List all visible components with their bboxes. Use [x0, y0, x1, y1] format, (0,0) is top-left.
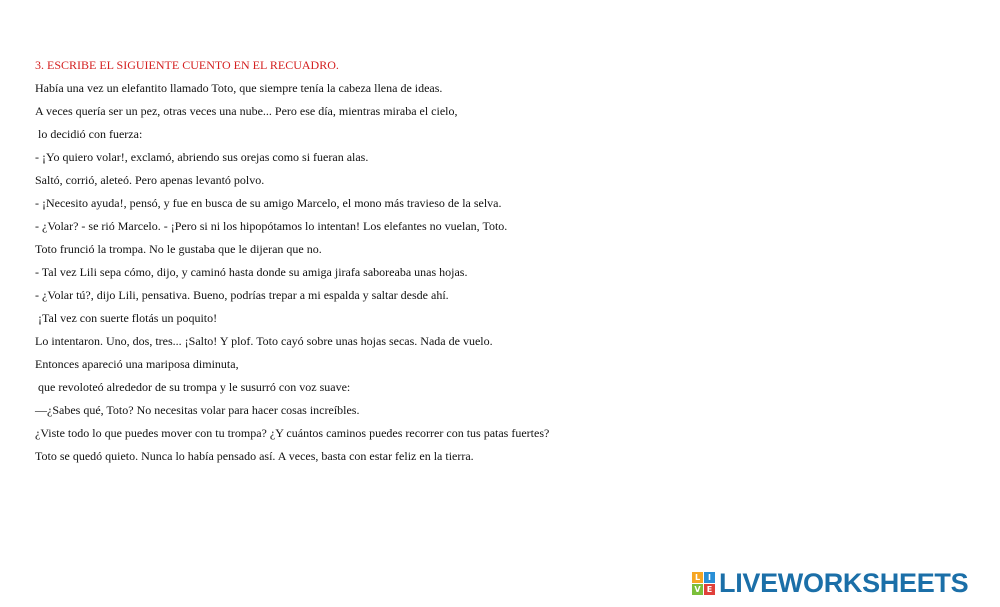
logo-tile: V [692, 584, 703, 595]
logo-tile: L [692, 572, 703, 583]
story-line: Entonces apareció una mariposa diminuta, [35, 357, 239, 371]
exercise-heading: 3. ESCRIBE EL SIGUIENTE CUENTO EN EL RECUADRO. [35, 58, 339, 72]
story-line: - ¡Yo quiero volar!, exclamó, abriendo sus orejas como si fueran alas. [35, 150, 369, 164]
story-line: - Tal vez Lili sepa cómo, dijo, y caminó hasta donde su amiga jirafa saboreaba unas hojas. [35, 265, 468, 279]
liveworksheets-wordmark: LIVEWORKSHEETS [719, 568, 969, 598]
story-line: Toto frunció la trompa. No le gustaba que le dijeran que no. [35, 242, 322, 256]
story-line: - ¿Volar? - se rió Marcelo. - ¡Pero si ni los hipopótamos lo intentan! Los elefantes no vuelan, Toto. [35, 219, 508, 233]
liveworksheets-logo-icon [692, 572, 715, 595]
story-line: - ¿Volar tú?, dijo Lili, pensativa. Bueno, podrías trepar a mi espalda y saltar desde ahí. [35, 288, 449, 302]
story-line: - ¡Necesito ayuda!, pensó, y fue en busca de su amigo Marcelo, el mono más travieso de la selva. [35, 196, 502, 210]
story-line: que revoloteó alrededor de su trompa y le susurró con voz suave: [35, 380, 351, 394]
logo-tile: I [704, 572, 715, 583]
worksheet-content [35, 57, 975, 471]
story-text [35, 80, 975, 471]
story-line: —¿Sabes qué, Toto? No necesitas volar para hacer cosas increíbles. [35, 403, 360, 417]
story-line: Había una vez un elefantito llamado Toto, que siempre tenía la cabeza llena de ideas. [35, 81, 443, 95]
logo-tile: E [704, 584, 715, 595]
story-line: Lo intentaron. Uno, dos, tres... ¡Salto! Y plof. Toto cayó sobre unas hojas secas. Nada de vuelo. [35, 334, 493, 348]
liveworksheets-logo[interactable] [692, 568, 968, 598]
story-line: Saltó, corrió, aleteó. Pero apenas levantó polvo. [35, 173, 265, 187]
story-line: ¡Tal vez con suerte flotás un poquito! [35, 311, 218, 325]
story-line: ¿Viste todo lo que puedes mover con tu trompa? ¿Y cuántos caminos puedes recorrer con tus patas fuertes? [35, 426, 550, 440]
story-line: Toto se quedó quieto. Nunca lo había pensado así. A veces, basta con estar feliz en la tierra. [35, 449, 474, 463]
story-line: A veces quería ser un pez, otras veces una nube... Pero ese día, mientras miraba el cielo, [35, 104, 458, 118]
story-line: lo decidió con fuerza: [35, 127, 143, 141]
